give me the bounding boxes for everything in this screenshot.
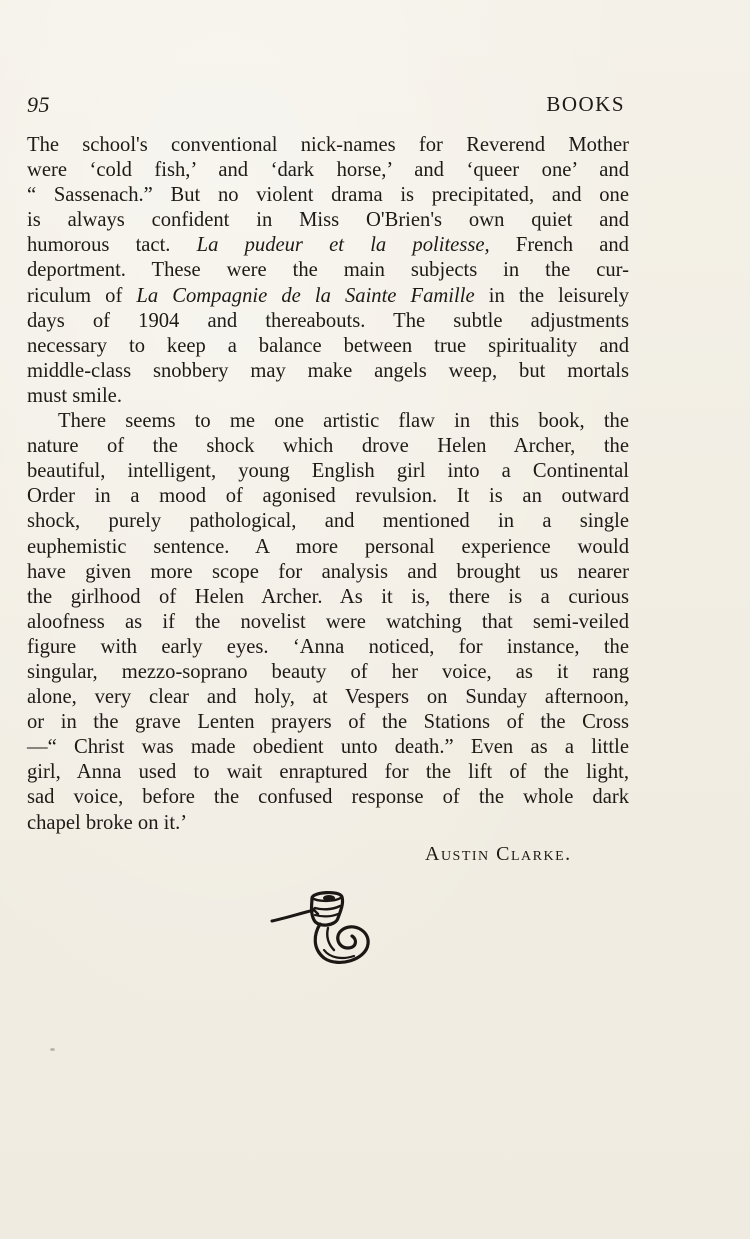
text-run: French and (515, 234, 629, 257)
text-line: sad voice, before the confused response of the whole dark (27, 786, 629, 809)
text-line: deportment. These were the main subjects in the cur- (27, 259, 629, 282)
page-number: 95 (27, 92, 50, 117)
text-run: in the leisurely (488, 284, 630, 307)
text-line: were ‘cold fish,’ and ‘dark horse,’ and ‘queer one’ and (27, 159, 629, 182)
text-line: —“ Christ was made obedient unto death.” Even as a little (27, 736, 629, 759)
text-line: have given more scope for analysis and brought us nearer (27, 560, 629, 583)
paper-speck (50, 1048, 55, 1051)
text-line: must smile. (27, 384, 122, 407)
text-line: the girlhood of Helen Archer. As it is, there is a curious (27, 585, 629, 608)
text-line: girl, Anna used to wait enraptured for the lift of the light, (27, 761, 629, 784)
running-head: BOOKS (546, 92, 625, 116)
text-line: beautiful, intelligent, young English girl into a Continental (27, 460, 629, 483)
text-line: Order in a mood of agonised revulsion. It is an outward (27, 485, 629, 508)
pen-and-inkwell-ornament-icon (268, 888, 378, 970)
text-line: days of 1904 and thereabouts. The subtle adjustments (27, 309, 629, 332)
text-line: alone, very clear and holy, at Vespers on Sunday afternoon, (27, 686, 629, 709)
text-line: nature of the shock which drove Helen Archer, the (27, 435, 629, 458)
text-line: shock, purely pathological, and mentioned in a single (27, 510, 629, 533)
page-header (27, 92, 625, 120)
text-line (27, 284, 629, 309)
text-line: or in the grave Lenten prayers of the Stations of the Cross (27, 711, 629, 734)
text-run: humorous tact. (27, 234, 171, 257)
text-line: singular, mezzo-soprano beauty of her voice, as it rang (27, 660, 629, 683)
text-line (27, 233, 629, 258)
text-run: riculum of (27, 284, 123, 307)
text-line: “ Sassenach.” But no violent drama is precipitated, and one (27, 184, 629, 207)
text-line: necessary to keep a balance between true spirituality and (27, 334, 629, 357)
author-signature: Austin Clarke. (425, 843, 572, 865)
text-line: chapel broke on it.’ (27, 811, 188, 834)
review-text (27, 133, 629, 836)
text-line: is always confident in Miss O'Brien's own quiet and (27, 209, 629, 232)
text-line: euphemistic sentence. A more personal experience would (27, 535, 629, 558)
text-line: figure with early eyes. ‘Anna noticed, for instance, the (27, 635, 629, 658)
italic-title-la-compagnie: La Compagnie de la Sainte Famille (136, 284, 475, 307)
text-line: There seems to me one artistic flaw in this book, the (58, 410, 629, 433)
italic-phrase-la-pudeur: La pudeur et la politesse, (196, 234, 490, 257)
text-line: aloofness as if the novelist were watching that semi-veiled (27, 610, 629, 633)
text-line: middle-class snobbery may make angels weep, but mortals (27, 359, 629, 382)
text-line: The school's conventional nick-names for Reverend Mother (27, 134, 629, 156)
